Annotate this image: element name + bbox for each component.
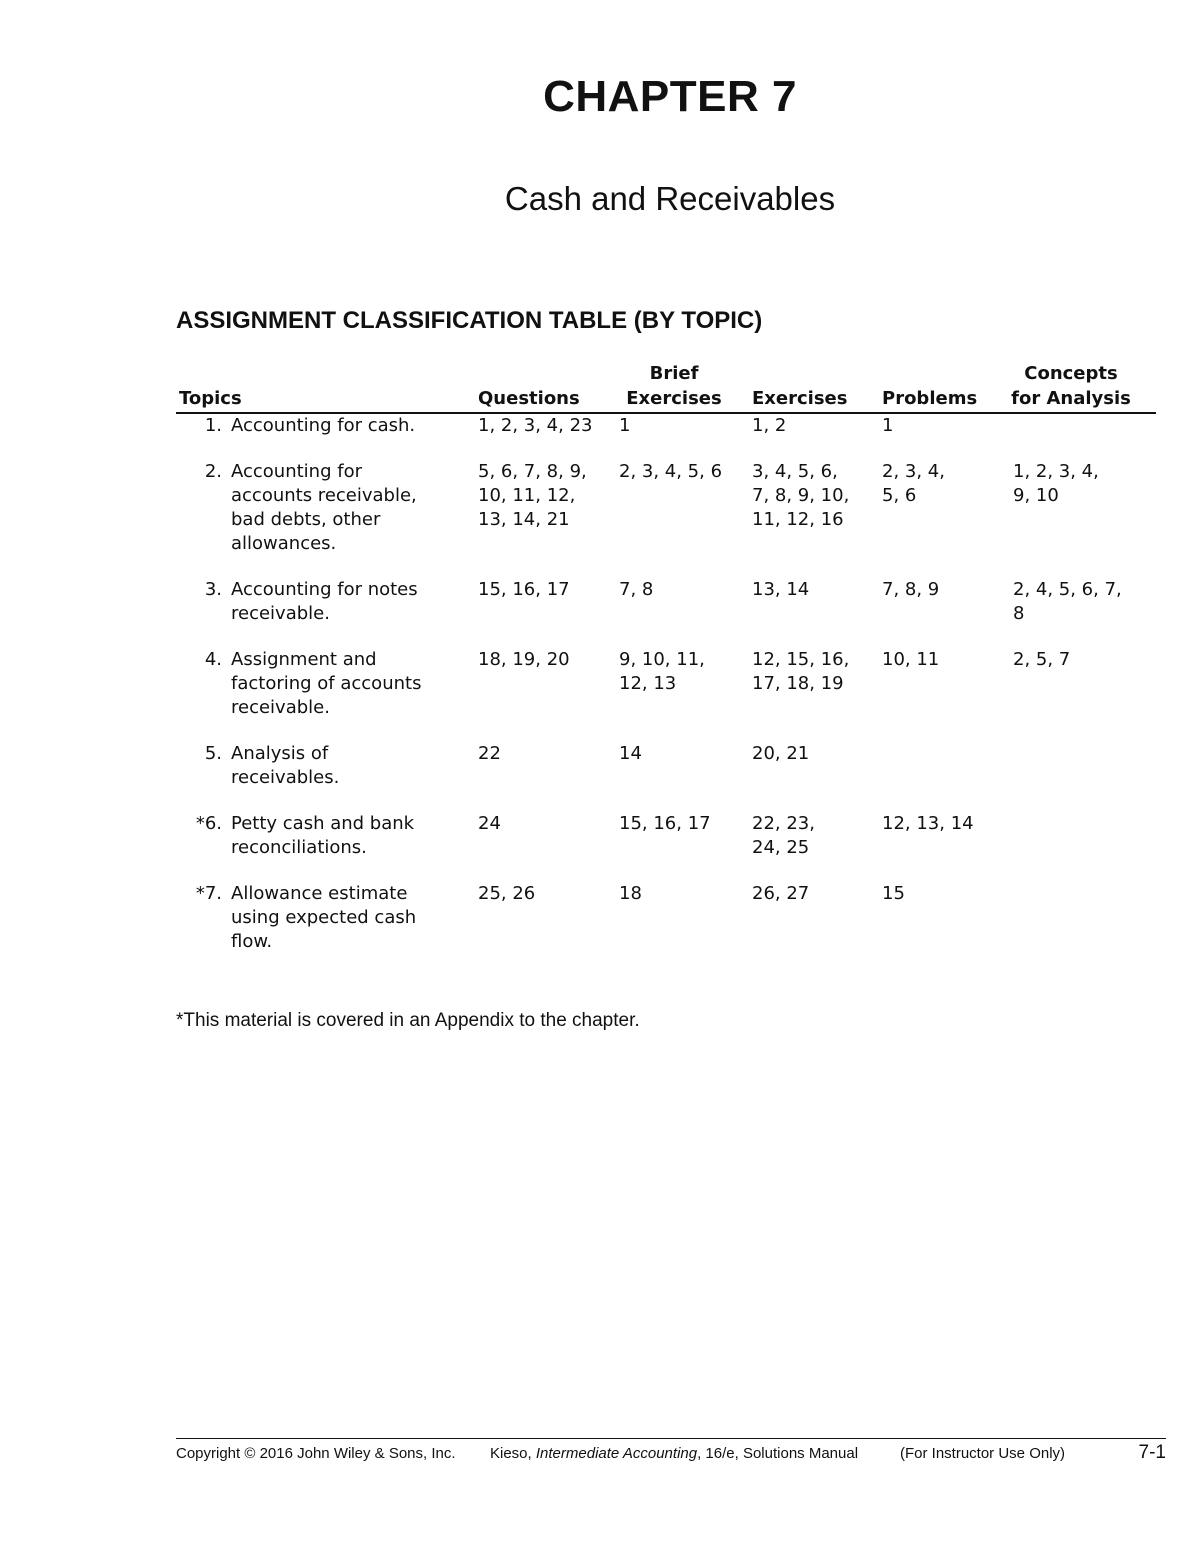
row-number: *6. [195,813,222,834]
row-number: 4. [204,649,222,670]
row-topic: Accounting for accounts receivable, bad debts, other allowances. [231,461,417,554]
row-number: 3. [204,579,222,600]
row-brief-exercises: 9, 10, 11, 12, 13 [619,649,705,694]
table-header [176,362,1156,414]
table-row [176,882,1156,954]
row-brief-exercises: 14 [619,743,642,764]
row-questions: 22 [478,743,501,764]
table-heading: ASSIGNMENT CLASSIFICATION TABLE (BY TOPIC) [176,307,763,334]
row-problems: 12, 13, 14 [882,813,974,834]
appendix-footnote: *This material is covered in an Appendix to the chapter. [176,1010,640,1031]
row-concepts: 2, 4, 5, 6, 7, 8 [1013,579,1122,624]
chapter-title: CHAPTER 7 [543,72,797,121]
row-brief-exercises: 2, 3, 4, 5, 6 [619,461,723,482]
row-topic: Accounting for notes receivable. [231,579,418,624]
row-questions: 15, 16, 17 [478,579,570,600]
row-problems: 7, 8, 9 [882,579,940,600]
row-number: 5. [204,743,222,764]
row-brief-exercises: 15, 16, 17 [619,813,711,834]
row-exercises: 12, 15, 16, 17, 18, 19 [752,649,850,694]
row-number: 1. [204,415,222,436]
chapter-subtitle: Cash and Receivables [504,180,836,217]
row-questions: 5, 6, 7, 8, 9, 10, 11, 12, 13, 14, 21 [478,461,587,530]
table-row [176,578,1156,626]
row-topic: Petty cash and bank reconciliations. [231,813,415,858]
row-topic: Analysis of receivables. [231,743,340,788]
row-exercises: 3, 4, 5, 6, 7, 8, 9, 10, 11, 12, 16 [752,461,850,530]
row-topic: Assignment and factoring of accounts receivable. [231,649,422,718]
assignment-classification-table [176,362,1156,976]
row-exercises: 20, 21 [752,743,810,764]
row-brief-exercises: 7, 8 [619,579,654,600]
row-number: *7. [195,883,222,904]
header-questions: Questions [478,388,580,409]
row-questions: 1, 2, 3, 4, 23 [478,415,593,436]
row-problems: 15 [882,883,905,904]
row-exercises: 1, 2 [752,415,787,436]
footer-author: Kieso, [490,1445,532,1462]
footer-book-title: Intermediate Accounting [535,1445,698,1462]
row-topic: Accounting for cash. [231,415,416,436]
footer-usage: (For Instructor Use Only) [900,1445,1066,1462]
row-questions: 24 [478,813,501,834]
page-number: 7-1 [1138,1442,1166,1463]
row-problems: 1 [882,415,894,436]
table-row [176,812,1156,860]
row-concepts: 2, 5, 7 [1013,649,1071,670]
header-topics: Topics [179,388,242,409]
table-row [176,460,1156,556]
row-problems: 2, 3, 4, 5, 6 [882,461,945,506]
table-row [176,742,1156,790]
row-exercises: 22, 23, 24, 25 [752,813,815,858]
row-brief-exercises: 1 [619,415,631,436]
row-problems: 10, 11 [882,649,940,670]
header-problems: Problems [882,388,978,409]
row-exercises: 26, 27 [752,883,810,904]
row-concepts: 1, 2, 3, 4, 9, 10 [1013,461,1099,506]
row-topic: Allowance estimate using expected cash flow. [231,883,417,952]
row-number: 2. [204,461,222,482]
footer-divider [176,1438,1166,1439]
table-row [176,414,1156,438]
row-exercises: 13, 14 [752,579,810,600]
footer-copyright: Copyright © 2016 John Wiley & Sons, Inc. [176,1445,456,1462]
row-questions: 18, 19, 20 [478,649,570,670]
footer-edition: , 16/e, Solutions Manual [697,1445,859,1462]
table-row [176,648,1156,720]
header-brief-exercises: Brief Exercises [626,363,722,409]
row-brief-exercises: 18 [619,883,642,904]
header-concepts: Concepts for Analysis [1011,363,1131,409]
header-exercises: Exercises [752,388,848,409]
row-questions: 25, 26 [478,883,536,904]
footer-citation [490,1445,858,1462]
